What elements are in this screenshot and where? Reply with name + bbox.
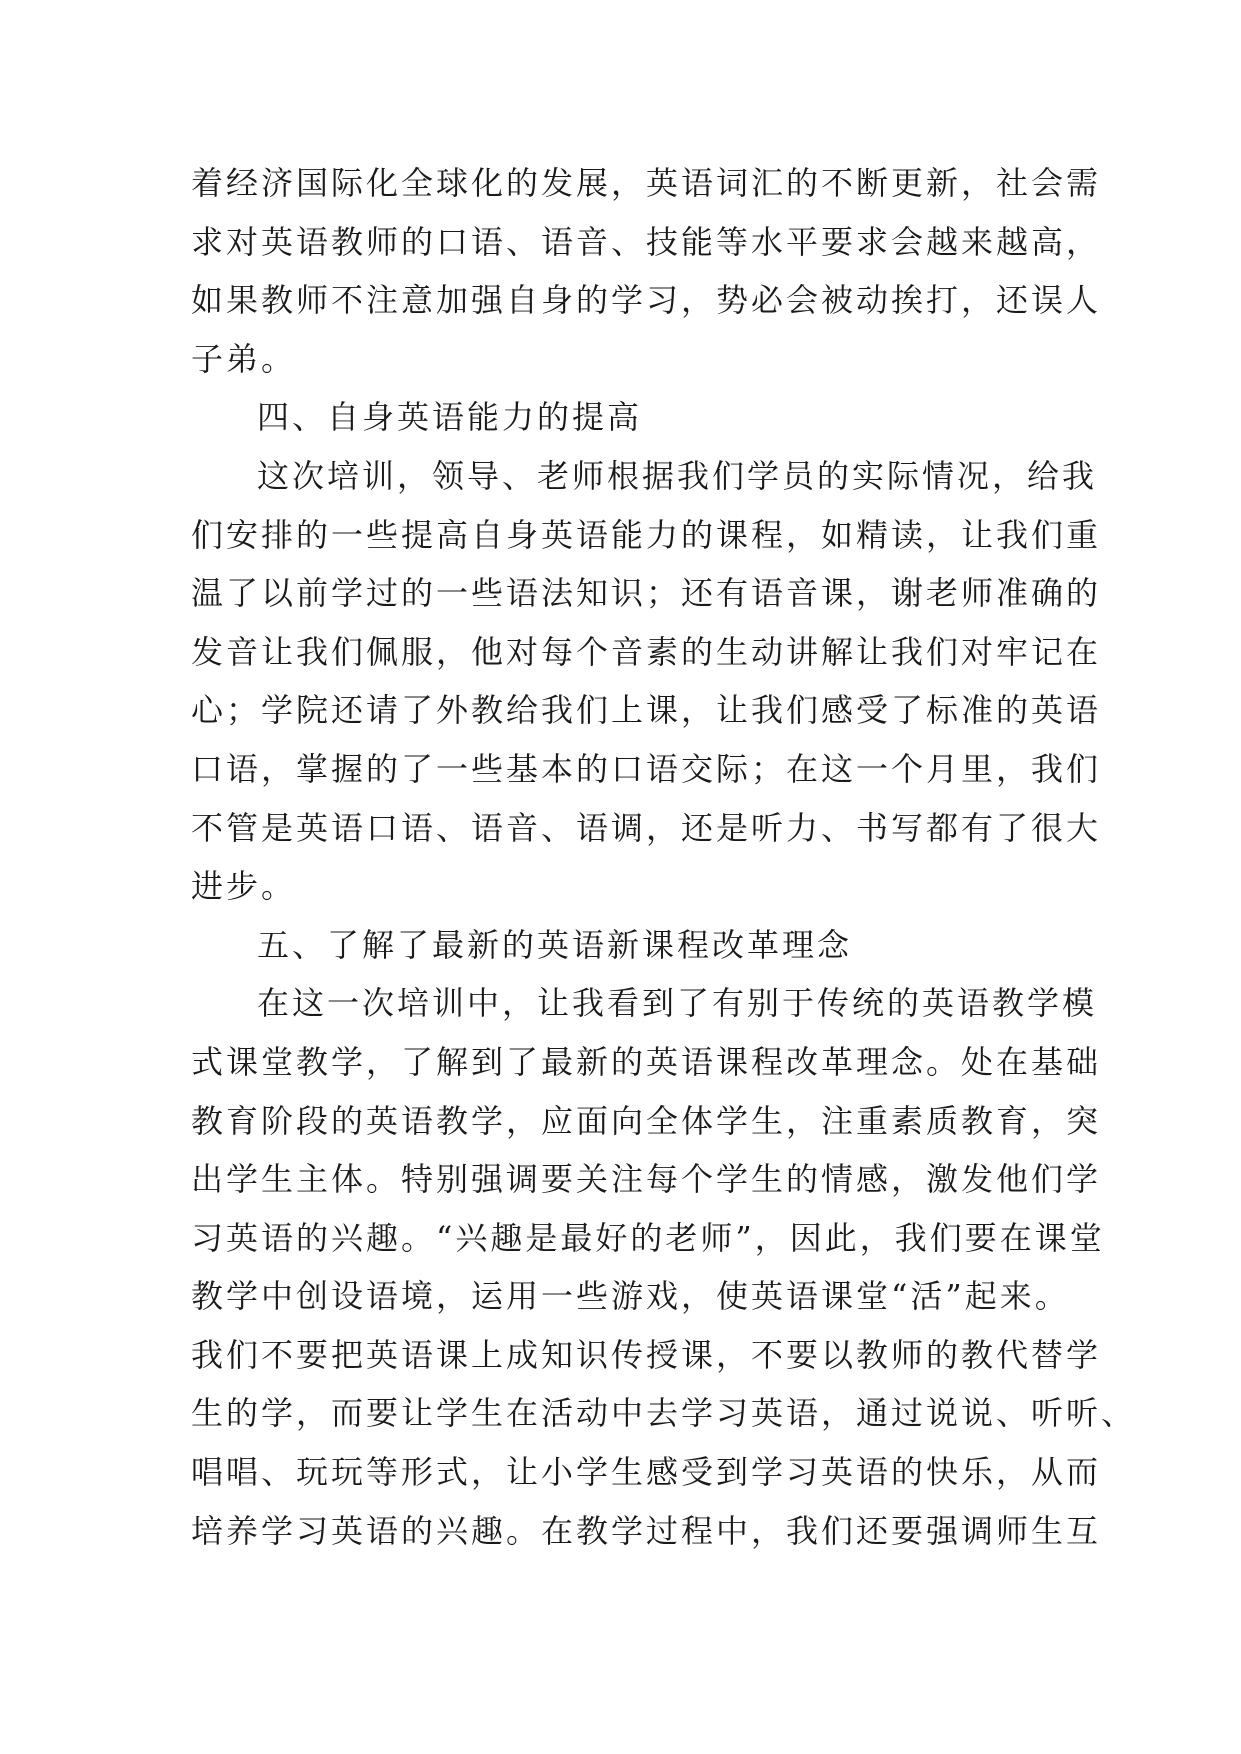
text-line-13: 进步。 — [191, 867, 297, 906]
section-heading-4: 四、自身英语能力的提高 — [257, 398, 643, 437]
text-line-24: 培养学习英语的兴趣。在教学过程中，我们还要强调师生互 — [191, 1511, 1102, 1550]
text-line-20: 教学中创设语境，运用一些游戏，使英语课堂“活”起来。 — [191, 1277, 1070, 1316]
text-line-4: 子弟。 — [191, 339, 297, 378]
text-line-17: 教育阶段的英语教学，应面向全体学生，注重素质教育，突 — [191, 1101, 1102, 1140]
text-line-10: 心；学院还请了外教给我们上课，让我们感受了标准的英语 — [191, 691, 1102, 730]
text-line-19: 习英语的兴趣。“兴趣是最好的老师”，因此，我们要在课堂 — [191, 1218, 1105, 1257]
section-heading-5: 五、了解了最新的英语新课程改革理念 — [257, 925, 853, 964]
text-line-1: 着经济国际化全球化的发展，英语词汇的不断更新，社会需 — [191, 164, 1102, 202]
text-line-23: 唱唱、玩玩等形式，让小学生感受到学习英语的快乐，从而 — [191, 1453, 1102, 1492]
text-line-6: 这次培训，领导、老师根据我们学员的实际情况，给我 — [257, 456, 1098, 495]
body-text — [191, 154, 1137, 1560]
text-line-21: 我们不要把英语课上成知识传授课，不要以教师的教代替学 — [191, 1335, 1102, 1374]
text-line-22: 生的学，而要让学生在活动中去学习英语，通过说说、听听、 — [191, 1394, 1137, 1433]
text-line-12: 不管是英语口语、语音、语调，还是听力、书写都有了很大 — [191, 808, 1102, 847]
text-line-2: 求对英语教师的口语、语音、技能等水平要求会越来越高， — [191, 222, 1102, 261]
text-line-15: 在这一次培训中，让我看到了有别于传统的英语教学模 — [257, 984, 1098, 1023]
text-line-11: 口语，掌握的了一些基本的口语交际；在这一个月里，我们 — [191, 749, 1102, 788]
text-line-9: 发音让我们佩服，他对每个音素的生动讲解让我们对牢记在 — [191, 632, 1102, 671]
text-line-18: 出学生主体。特别强调要关注每个学生的情感，激发他们学 — [191, 1160, 1102, 1199]
text-line-8: 温了以前学过的一些语法知识；还有语音课，谢老师准确的 — [191, 574, 1102, 613]
text-line-3: 如果教师不注意加强自身的学习，势必会被动挨打，还误人 — [191, 281, 1102, 320]
text-line-16: 式课堂教学，了解到了最新的英语课程改革理念。处在基础 — [191, 1042, 1102, 1081]
text-line-7: 们安排的一些提高自身英语能力的课程，如精读，让我们重 — [191, 515, 1102, 554]
